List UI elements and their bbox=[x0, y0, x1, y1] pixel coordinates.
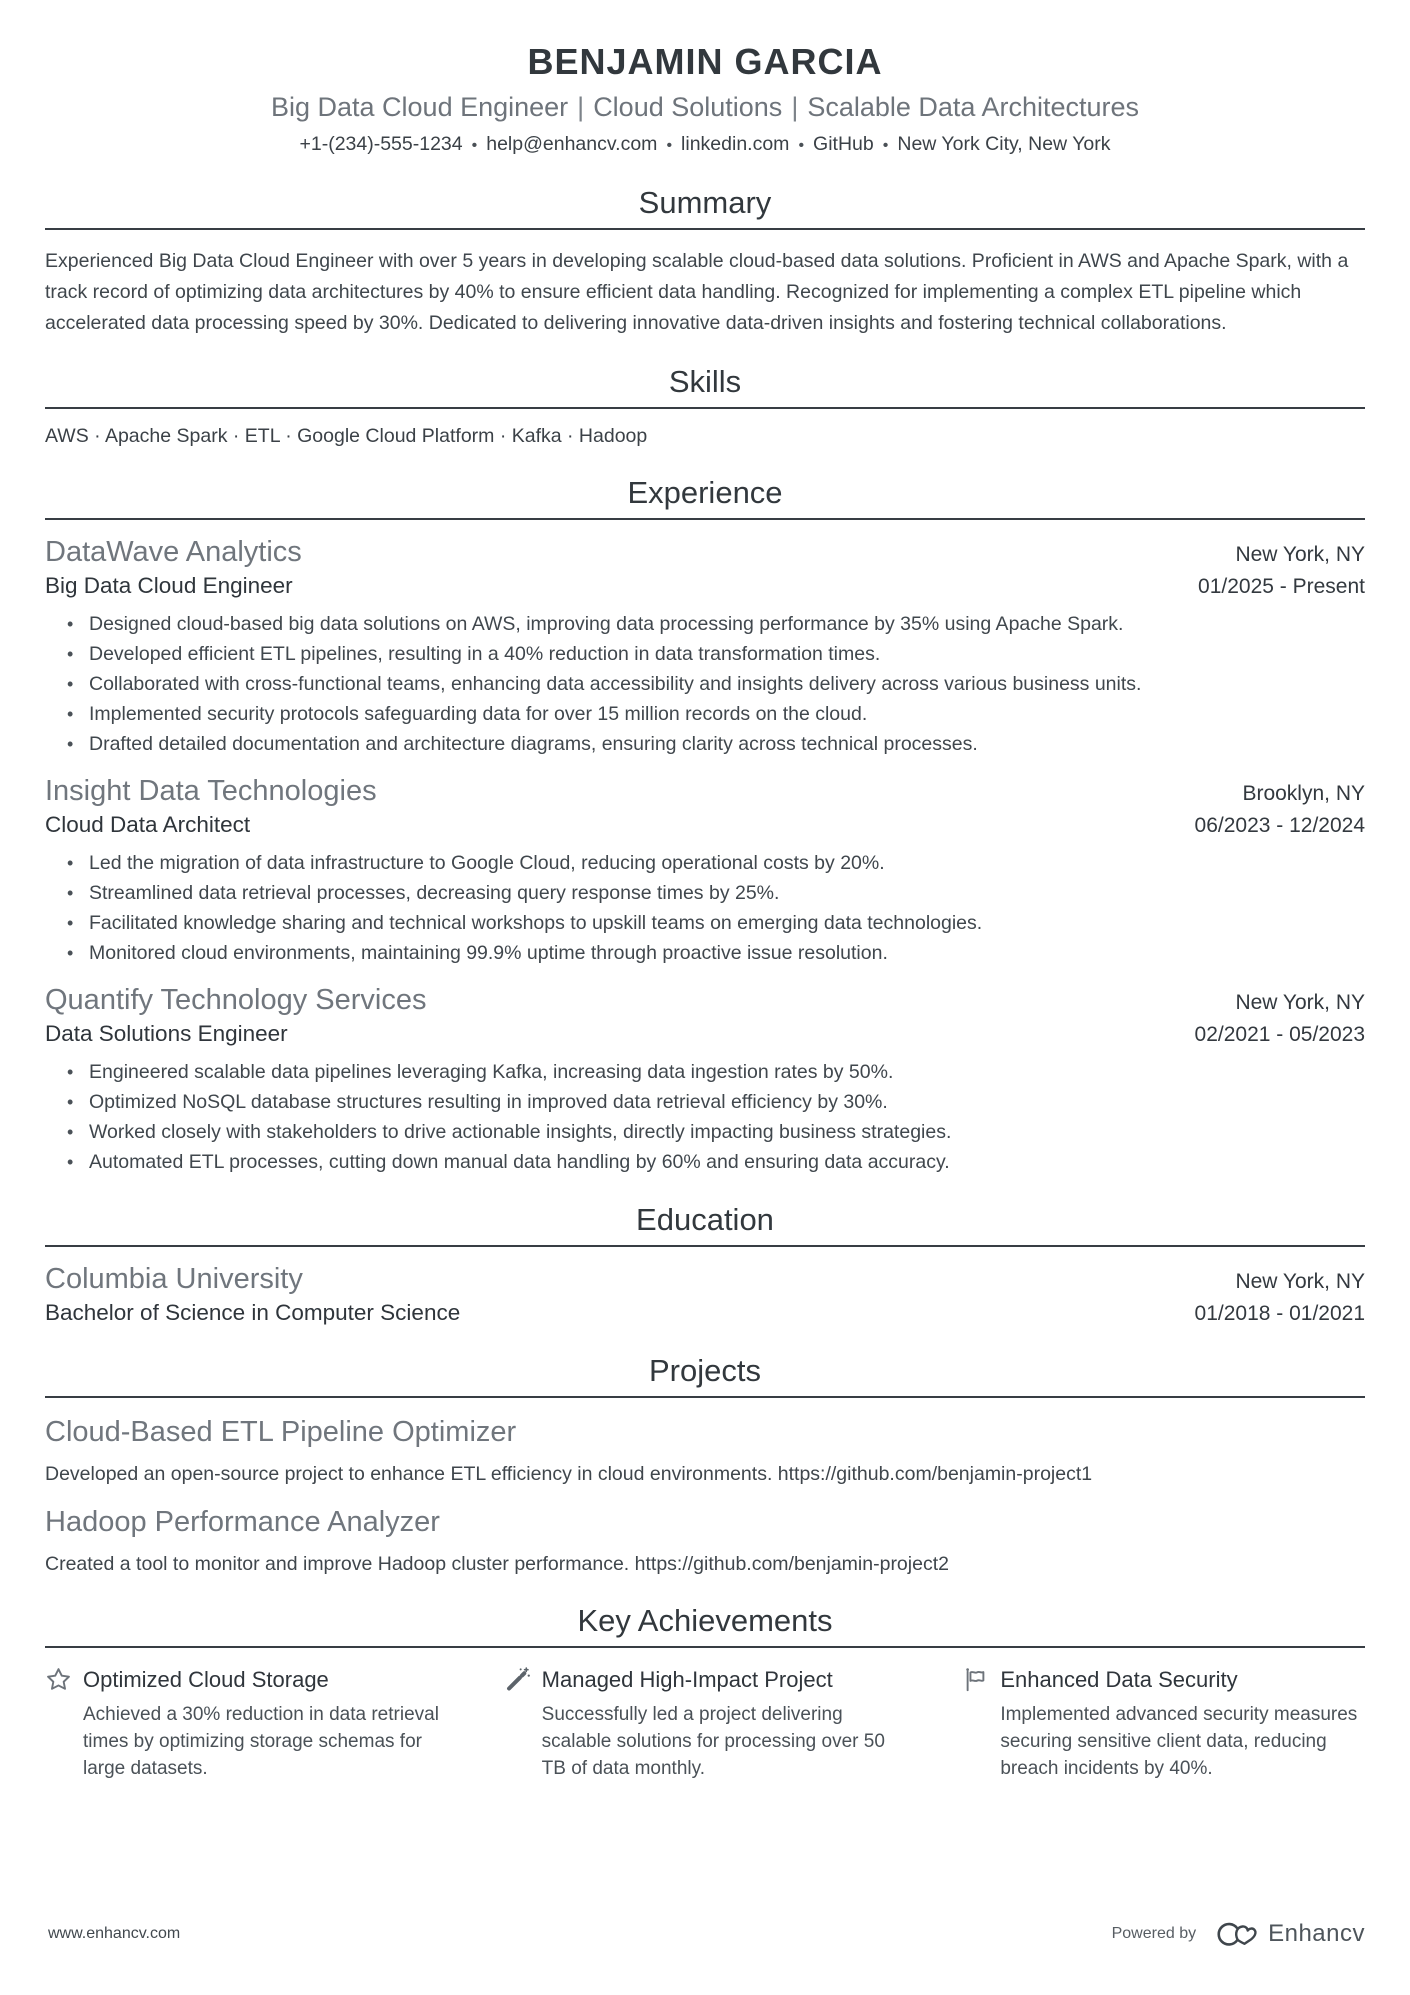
section-divider bbox=[45, 1646, 1365, 1648]
school-name: Columbia University bbox=[45, 1263, 303, 1295]
experience-entry bbox=[45, 773, 1365, 968]
contact-separator: • bbox=[798, 137, 805, 154]
section-divider bbox=[45, 518, 1365, 520]
section-education bbox=[45, 1202, 1365, 1328]
achievement-card bbox=[45, 1664, 448, 1782]
linkedin-link[interactable]: linkedin.com bbox=[681, 133, 790, 155]
bullet-item: • Worked closely with stakeholders to drive actionable insights, directly impacting business strategies. bbox=[65, 1117, 1365, 1147]
job-title: Data Solutions Engineer bbox=[45, 1021, 288, 1046]
bullet-item: • Facilitated knowledge sharing and technical workshops to upskill teams on emerging data technologies. bbox=[65, 908, 1365, 938]
section-divider bbox=[45, 407, 1365, 409]
bullet-item: • Optimized NoSQL database structures resulting in improved data retrieval efficiency by 30%. bbox=[65, 1087, 1365, 1117]
contact-separator: • bbox=[882, 137, 889, 154]
section-heading: Projects bbox=[649, 1353, 761, 1388]
brand-name: Enhancv bbox=[1268, 1920, 1365, 1947]
education-entry bbox=[45, 1261, 1365, 1328]
section-divider bbox=[45, 1396, 1365, 1398]
achievement-card bbox=[962, 1664, 1365, 1782]
bullet-item: • Automated ETL processes, cutting down manual data handling by 60% and ensuring data accuracy. bbox=[65, 1147, 1365, 1177]
experience-entry bbox=[45, 534, 1365, 759]
job-dates: 02/2021 - 05/2023 bbox=[1194, 1023, 1365, 1046]
project-title: Cloud-Based ETL Pipeline Optimizer bbox=[45, 1416, 517, 1448]
headline-separator: | bbox=[791, 92, 799, 122]
section-heading: Summary bbox=[638, 185, 772, 220]
section-divider bbox=[45, 1245, 1365, 1247]
company-name: Quantify Technology Services bbox=[45, 984, 427, 1016]
section-heading: Education bbox=[636, 1202, 774, 1237]
achievement-title: Managed High-Impact Project bbox=[541, 1667, 833, 1692]
experience-entry bbox=[45, 982, 1365, 1177]
bullet-item: • Streamlined data retrieval processes, decreasing query response times by 25%. bbox=[65, 878, 1365, 908]
section-heading: Key Achievements bbox=[577, 1603, 833, 1638]
project-entry bbox=[45, 1504, 1365, 1578]
website-link[interactable]: www.enhancv.com bbox=[48, 1925, 181, 1942]
headline-part: Scalable Data Architectures bbox=[807, 92, 1140, 122]
headline-separator: | bbox=[577, 92, 585, 122]
achievement-card bbox=[504, 1664, 907, 1782]
job-bullets bbox=[65, 1057, 1365, 1177]
candidate-headline bbox=[45, 89, 1365, 125]
section-skills bbox=[45, 364, 1365, 450]
project-description: Created a tool to monitor and improve Hadoop cluster performance. https://github.com/benjamin-project2 bbox=[45, 1553, 949, 1575]
degree-title: Bachelor of Science in Computer Science bbox=[45, 1300, 461, 1325]
headline-part: Big Data Cloud Engineer bbox=[270, 92, 569, 122]
powered-by-label: Powered by bbox=[1111, 1925, 1197, 1942]
bullet-item: • Collaborated with cross-functional teams, enhancing data accessibility and insights delivery across various business units. bbox=[65, 669, 1365, 699]
headline-part: Cloud Solutions bbox=[593, 92, 783, 122]
contact-separator: • bbox=[471, 137, 478, 154]
powered-by-block bbox=[1112, 1919, 1365, 1949]
star-icon bbox=[45, 1664, 72, 1693]
section-key-achievements bbox=[45, 1603, 1365, 1782]
section-divider bbox=[45, 228, 1365, 230]
job-title: Cloud Data Architect bbox=[45, 812, 251, 837]
skills-list: AWS · Apache Spark · ETL · Google Cloud Platform · Kafka · Hadoop bbox=[45, 425, 648, 447]
bullet-item: • Designed cloud-based big data solutions on AWS, improving data processing performance by 35% using Apache Spark. bbox=[65, 609, 1365, 639]
achievements-grid bbox=[45, 1664, 1365, 1782]
section-heading: Skills bbox=[668, 364, 742, 399]
flag-icon bbox=[962, 1664, 989, 1693]
job-bullets bbox=[65, 848, 1365, 968]
section-projects bbox=[45, 1353, 1365, 1578]
contact-line bbox=[45, 130, 1365, 160]
job-location: New York, NY bbox=[1235, 991, 1365, 1014]
section-experience bbox=[45, 475, 1365, 1177]
bullet-item: • Monitored cloud environments, maintaining 99.9% uptime through proactive issue resolution. bbox=[65, 938, 1365, 968]
enhancv-logo bbox=[1212, 1919, 1258, 1949]
company-name: Insight Data Technologies bbox=[45, 775, 377, 807]
achievement-description: Achieved a 30% reduction in data retrieval times by optimizing storage schemas for large datasets. bbox=[83, 1704, 439, 1779]
project-description: Developed an open-source project to enhance ETL efficiency in cloud environments. https://github.com/benjamin-project1 bbox=[45, 1463, 1093, 1485]
bullet-item: • Led the migration of data infrastructure to Google Cloud, reducing operational costs by 20%. bbox=[65, 848, 1365, 878]
school-location: New York, NY bbox=[1235, 1270, 1365, 1293]
page-footer bbox=[48, 1919, 1365, 1949]
project-title: Hadoop Performance Analyzer bbox=[45, 1506, 440, 1538]
bullet-item: • Engineered scalable data pipelines leveraging Kafka, increasing data ingestion rates by 50%. bbox=[65, 1057, 1365, 1087]
achievement-description: Successfully led a project delivering scalable solutions for processing over 50 TB of data monthly. bbox=[541, 1704, 885, 1779]
project-entry bbox=[45, 1414, 1365, 1488]
candidate-name: BENJAMIN GARCIA bbox=[527, 41, 883, 82]
email-link[interactable]: help@enhancv.com bbox=[486, 133, 658, 155]
job-location: Brooklyn, NY bbox=[1242, 782, 1365, 805]
enhancv-brand-link[interactable] bbox=[1212, 1919, 1365, 1949]
education-dates: 01/2018 - 01/2021 bbox=[1194, 1302, 1365, 1325]
achievement-title: Enhanced Data Security bbox=[1000, 1667, 1238, 1692]
job-dates: 06/2023 - 12/2024 bbox=[1194, 814, 1365, 837]
wand-icon bbox=[504, 1664, 531, 1693]
location-text: New York City, New York bbox=[897, 133, 1111, 155]
bullet-item: • Drafted detailed documentation and architecture diagrams, ensuring clarity across technical processes. bbox=[65, 729, 1365, 759]
contact-separator: • bbox=[666, 137, 673, 154]
job-dates: 01/2025 - Present bbox=[1198, 575, 1365, 598]
section-heading: Experience bbox=[627, 475, 783, 510]
job-bullets bbox=[65, 609, 1365, 759]
section-summary bbox=[45, 185, 1365, 339]
achievement-title: Optimized Cloud Storage bbox=[83, 1667, 329, 1692]
summary-text: Experienced Big Data Cloud Engineer with over 5 years in developing scalable cloud-based data solutions. Proficient in AWS and Apache Spark, with a track record of optimizing data architectures by 40% to ensure efficient data handling. Recognized for implementing a complex ETL pipeline which accelerated data processing speed by 30%. Dedicated to delivering innovative data-driven insights and fostering technical collaborations. bbox=[45, 250, 1349, 334]
achievement-description: Implemented advanced security measures securing sensitive client data, reducing breach incidents by 40%. bbox=[1000, 1704, 1358, 1779]
resume-header bbox=[45, 42, 1365, 160]
job-location: New York, NY bbox=[1235, 543, 1365, 566]
bullet-item: • Implemented security protocols safeguarding data for over 15 million records on the cloud. bbox=[65, 699, 1365, 729]
job-title: Big Data Cloud Engineer bbox=[45, 573, 293, 598]
company-name: DataWave Analytics bbox=[45, 536, 302, 568]
bullet-item: • Developed efficient ETL pipelines, resulting in a 40% reduction in data transformation times. bbox=[65, 639, 1365, 669]
github-link[interactable]: GitHub bbox=[813, 133, 874, 155]
phone-number: +1-(234)-555-1234 bbox=[299, 133, 463, 155]
